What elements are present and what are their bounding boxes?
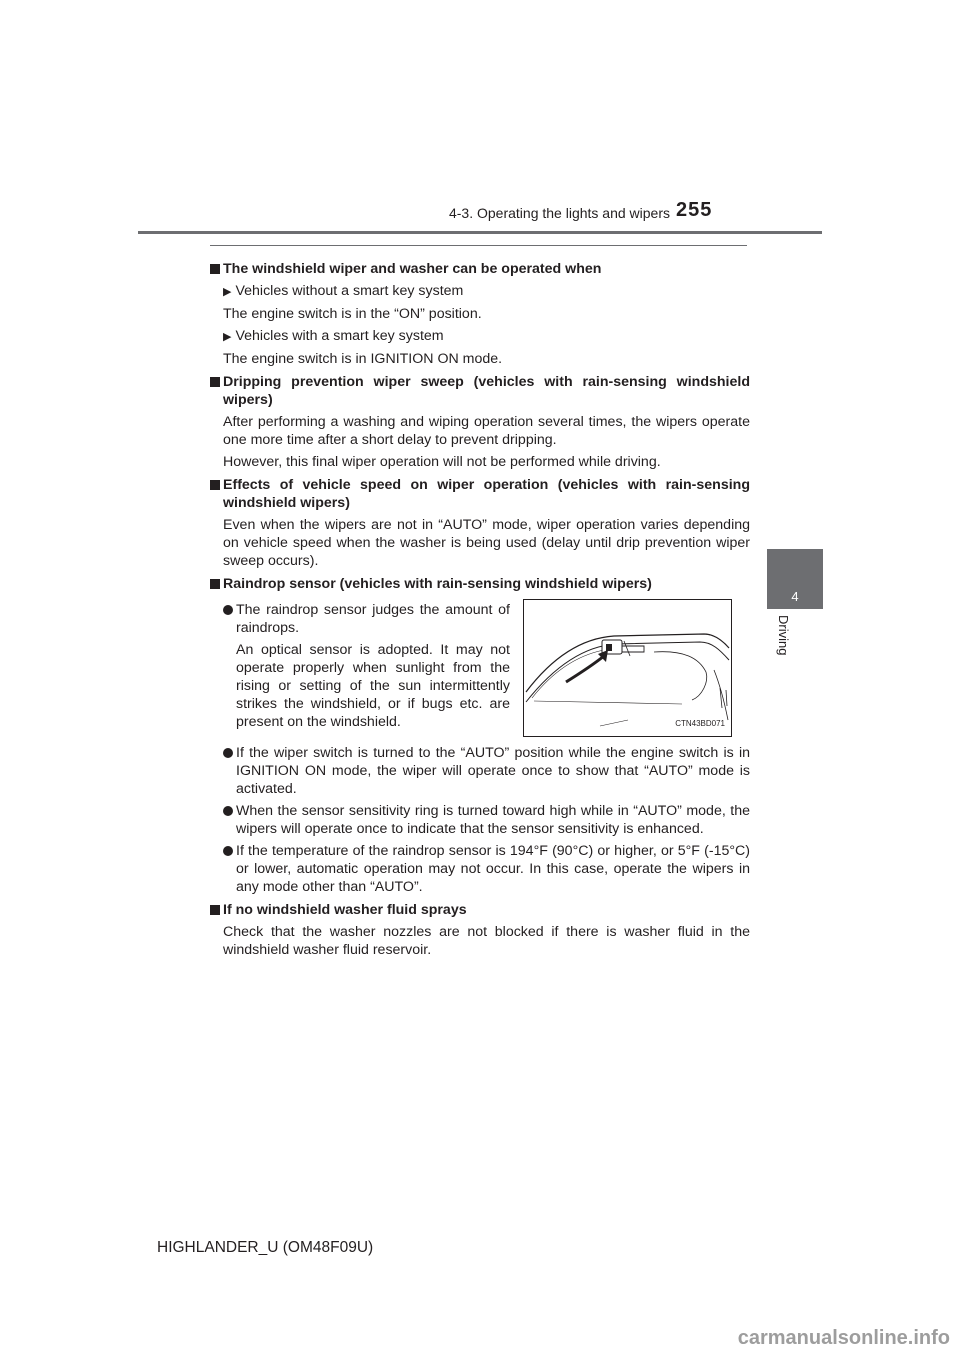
paragraph: However, this final wiper operation will not be performed while driving. — [223, 454, 661, 470]
section-heading: The windshield wiper and washer can be operated when — [210, 260, 750, 278]
square-bullet-icon — [210, 480, 220, 490]
condition-line: ▶ Vehicles with a smart key system — [223, 328, 444, 344]
page-content — [210, 255, 750, 959]
footer-model-code: HIGHLANDER_U (OM48F09U) — [157, 1239, 374, 1256]
circle-bullet-icon — [223, 748, 233, 758]
bullet-item: If the temperature of the raindrop sensor is 194°F (90°C) or higher, or 5°F (-15°C) or lower, automatic operation may not occur. In this case, operate the wipers in any mode other than “AUTO”. — [210, 842, 750, 896]
square-bullet-icon — [210, 579, 220, 589]
bullet-note: An optical sensor is adopted. It may not operate properly when sunlight from the rising or setting of the sun intermittently strikes the windshield, or if bugs etc. are present on the windshield. — [236, 642, 510, 730]
circle-bullet-icon — [223, 806, 233, 816]
square-bullet-icon — [210, 264, 220, 274]
paragraph: Even when the wipers are not in “AUTO” mode, wiper operation varies depending on vehicle speed when the washer is being used (delay until drip prevention wiper sweep occurs). — [223, 517, 750, 569]
paragraph: Check that the washer nozzles are not blocked if there is washer fluid in the windshield washer fluid reservoir. — [223, 924, 750, 958]
section-heading: Effects of vehicle speed on wiper operation (vehicles with rain-sensing windshield wipers) — [210, 476, 750, 512]
figure-text — [210, 595, 510, 731]
chapter-tab[interactable] — [767, 549, 823, 609]
condition-line: ▶ Vehicles without a smart key system — [223, 283, 464, 299]
paragraph: The engine switch is in the “ON” position. — [223, 306, 482, 322]
square-bullet-icon — [210, 377, 220, 387]
bullet-item: If the wiper switch is turned to the “AUTO” position while the engine switch is in IGNITION ON mode, the wiper will operate once to show that “AUTO” mode is activated. — [210, 744, 750, 798]
header-section-title: 4-3. Operating the lights and wipers — [448, 205, 670, 221]
section-heading: Raindrop sensor (vehicles with rain-sensing windshield wipers) — [210, 575, 750, 593]
section-heading: If no windshield washer fluid sprays — [210, 901, 750, 919]
chapter-tab-label: Driving — [776, 615, 791, 656]
header-divider — [138, 231, 822, 234]
triangle-right-icon: ▶ — [223, 286, 232, 298]
paragraph: After performing a washing and wiping operation several times, the wipers operate one more time after a short delay to prevent dripping. — [223, 414, 750, 448]
bullet-item: The raindrop sensor judges the amount of raindrops. — [210, 601, 510, 637]
circle-bullet-icon — [223, 846, 233, 856]
watermark: carmanualsonline.info — [737, 1327, 950, 1349]
page-number: 255 — [676, 199, 713, 221]
section-heading: Dripping prevention wiper sweep (vehicles with rain-sensing windshield wipers) — [210, 373, 750, 409]
figure-code: CTN43BD071 — [675, 719, 725, 728]
raindrop-sensor-illustration — [523, 599, 732, 737]
sensor-figure-row — [210, 595, 750, 740]
square-bullet-icon — [210, 905, 220, 915]
triangle-right-icon: ▶ — [223, 331, 232, 343]
bullet-item: When the sensor sensitivity ring is turned toward high while in “AUTO” mode, the wipers will operate once to indicate that the sensor sensitivity is enhanced. — [210, 802, 750, 838]
circle-bullet-icon — [223, 605, 233, 615]
content-divider — [210, 245, 747, 246]
paragraph: The engine switch is in IGNITION ON mode. — [223, 351, 503, 367]
chapter-tab-number: 4 — [791, 589, 799, 604]
